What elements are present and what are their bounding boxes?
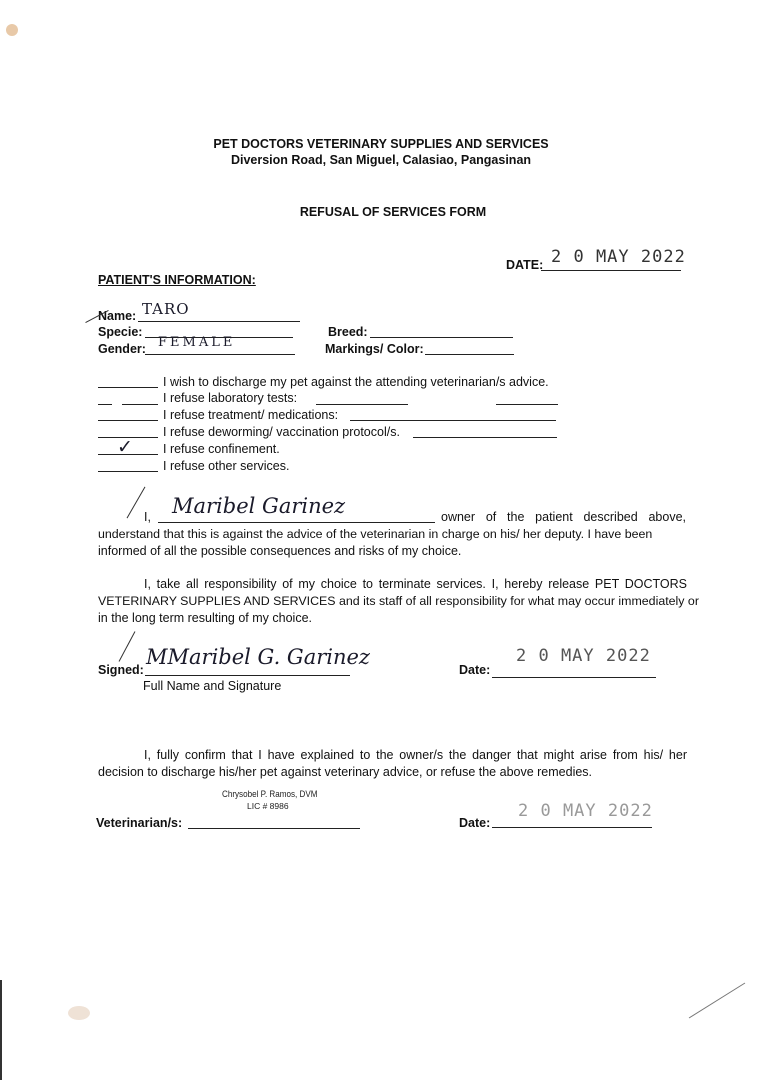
left-edge-mark bbox=[0, 980, 2, 1080]
corner-smudge bbox=[6, 24, 18, 36]
breed-line[interactable] bbox=[370, 337, 513, 338]
owner-name-handwriting: Maribel Garinez bbox=[172, 494, 346, 518]
option-detail-line[interactable] bbox=[350, 420, 556, 421]
patient-section-title: PATIENT'S INFORMATION: bbox=[98, 273, 256, 287]
option-text: I wish to discharge my pet against the attending veterinarian/s advice. bbox=[163, 375, 549, 389]
pen-stroke bbox=[689, 983, 746, 1019]
signature-caption: Full Name and Signature bbox=[143, 679, 282, 693]
option-text: I refuse deworming/ vaccination protocol/s. bbox=[163, 425, 400, 439]
option-detail-line[interactable] bbox=[316, 404, 408, 405]
owner-signature: MMaribel G. Garinez bbox=[146, 645, 370, 669]
statement1-suffix: owner of the patient described above, bbox=[441, 510, 686, 524]
org-address: Diversion Road, San Miguel, Calasiao, Pangasinan bbox=[230, 153, 532, 167]
pen-stroke bbox=[127, 487, 146, 519]
pen-stroke bbox=[119, 631, 136, 661]
name-label: Name: bbox=[98, 309, 137, 323]
statement2-line2: VETERINARY SUPPLIES AND SERVICES and its staff of all responsibility for what may occur immediately or bbox=[98, 594, 699, 608]
veterinarian-label: Veterinarian/s: bbox=[96, 816, 183, 830]
breed-label: Breed: bbox=[328, 325, 368, 339]
org-name: PET DOCTORS VETERINARY SUPPLIES AND SERVICES bbox=[213, 137, 549, 151]
form-title: REFUSAL OF SERVICES FORM bbox=[299, 205, 487, 219]
gender-line[interactable] bbox=[145, 354, 295, 355]
option-blank[interactable] bbox=[122, 404, 158, 405]
date-stamp: 2 0 MAY 2022 bbox=[551, 247, 686, 267]
option-text: I refuse other services. bbox=[163, 459, 290, 473]
markings-line[interactable] bbox=[425, 354, 514, 355]
signed-label: Signed: bbox=[98, 663, 144, 677]
statement3-line1: I, fully confirm that I have explained to the owner/s the danger that might arise from his/ her bbox=[144, 748, 687, 762]
option-detail-line[interactable] bbox=[496, 404, 558, 405]
owner-name-line[interactable] bbox=[158, 522, 435, 523]
option-detail-line[interactable] bbox=[413, 437, 557, 438]
signature-line[interactable] bbox=[145, 675, 350, 676]
option-blank[interactable] bbox=[98, 471, 158, 472]
gender-label: Gender: bbox=[98, 342, 146, 356]
option-blank[interactable] bbox=[98, 420, 158, 421]
vet-date-label: Date: bbox=[459, 816, 491, 830]
name-value: TARO bbox=[142, 300, 190, 318]
statement3-line2: decision to discharge his/her pet against veterinary advice, or refuse the above remedies. bbox=[98, 765, 593, 779]
name-line[interactable] bbox=[138, 321, 300, 322]
statement1-line2: understand that this is against the advice of the veterinarian in charge on his/ her deputy. I have been bbox=[98, 527, 653, 541]
statement1-line3: informed of all the possible consequences and risks of my choice. bbox=[98, 544, 462, 558]
bottom-smudge bbox=[68, 1006, 90, 1020]
statement1-prefix: I, bbox=[144, 510, 151, 524]
option-blank[interactable] bbox=[98, 404, 112, 405]
specie-label: Specie: bbox=[98, 325, 143, 339]
statement2-line1: I, take all responsibility of my choice to terminate services. I, hereby release PET DOCTORS bbox=[144, 577, 687, 591]
gender-value: FEMALE bbox=[158, 335, 236, 350]
vet-date-line[interactable] bbox=[492, 827, 652, 828]
signed-date-line[interactable] bbox=[492, 677, 656, 678]
vet-name-stamp: Chrysobel P. Ramos, DVM bbox=[222, 789, 318, 800]
option-text: I refuse treatment/ medications: bbox=[163, 408, 339, 422]
vet-license-stamp: LIC # 8986 bbox=[247, 801, 289, 811]
veterinarian-line[interactable] bbox=[188, 828, 360, 829]
check-mark-icon: ✓ bbox=[117, 436, 133, 458]
date-line bbox=[541, 270, 681, 271]
vet-date-stamp: 2 0 MAY 2022 bbox=[518, 801, 653, 821]
option-blank[interactable] bbox=[98, 387, 158, 388]
signed-date-label: Date: bbox=[459, 663, 491, 677]
statement2-line3: in the long term resulting of my choice. bbox=[98, 611, 312, 625]
date-label: DATE: bbox=[506, 258, 544, 272]
markings-label: Markings/ Color: bbox=[325, 342, 424, 356]
option-text: I refuse laboratory tests: bbox=[163, 391, 298, 405]
signed-date-stamp: 2 0 MAY 2022 bbox=[516, 646, 651, 666]
option-text: I refuse confinement. bbox=[163, 442, 280, 456]
